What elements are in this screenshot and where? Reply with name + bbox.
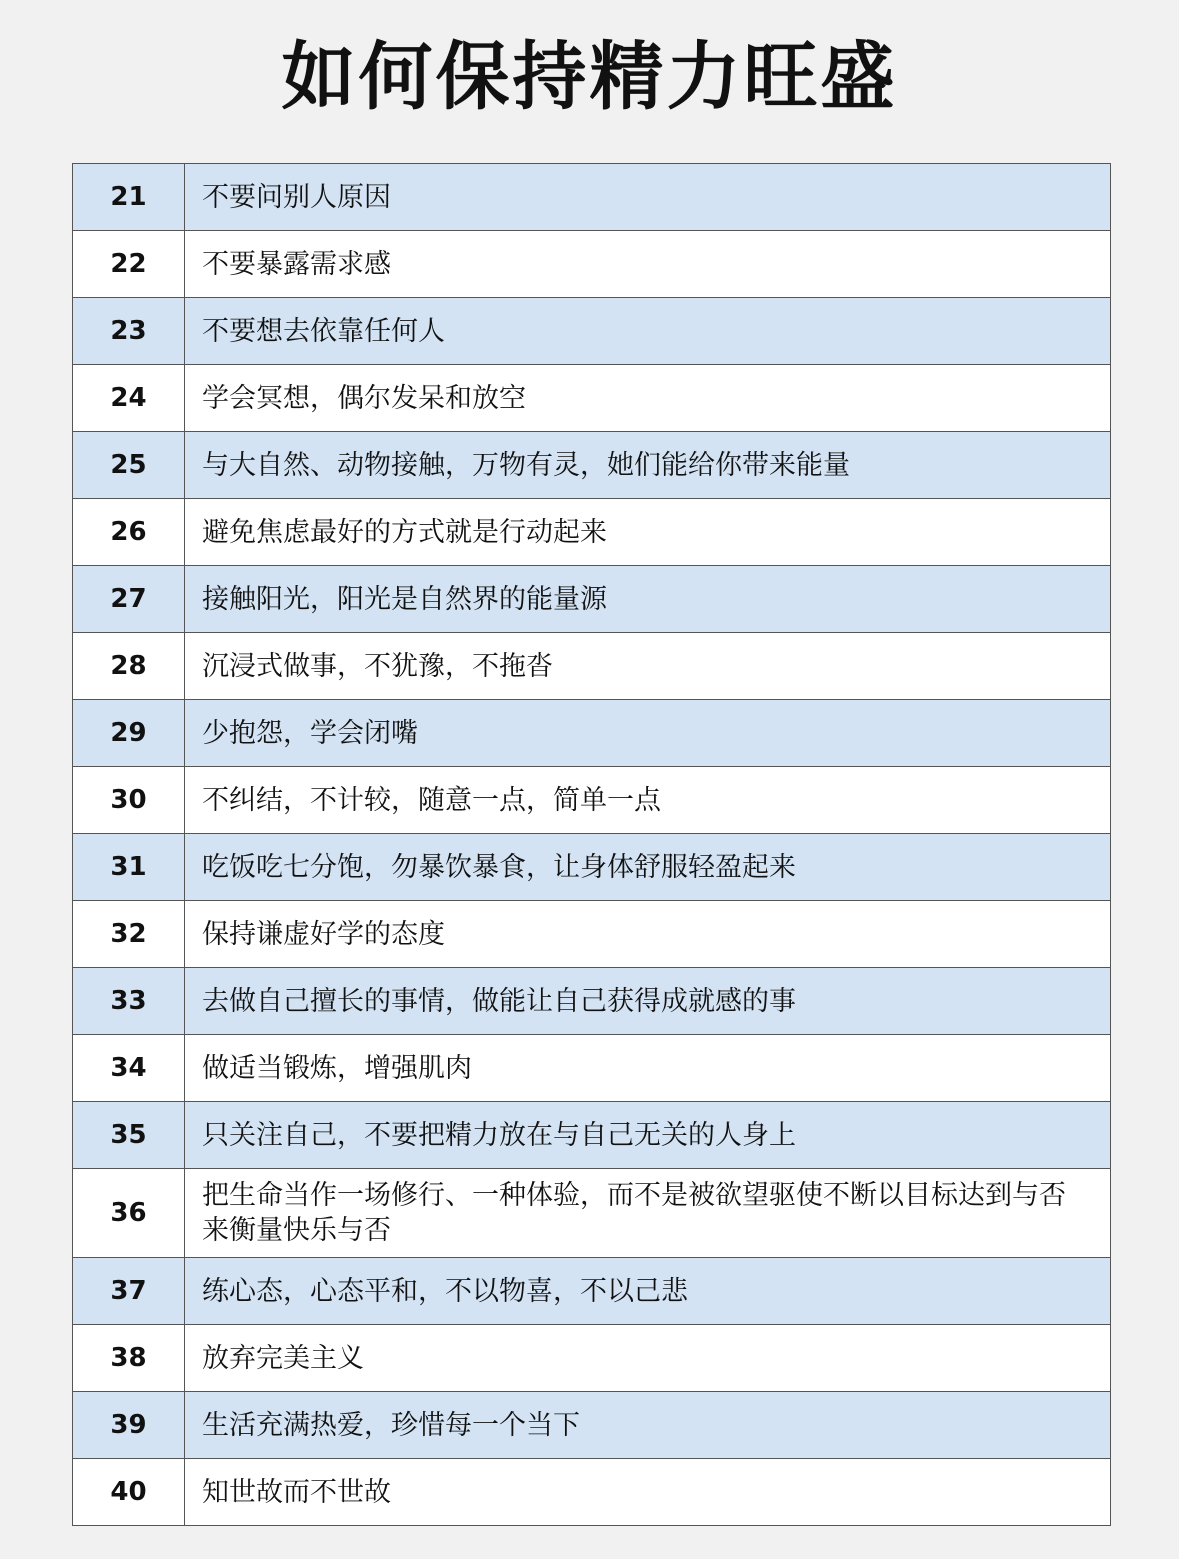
row-number: 21 [73, 164, 185, 231]
row-number: 34 [73, 1035, 185, 1102]
row-number: 38 [73, 1325, 185, 1392]
row-text: 沉浸式做事，不犹豫，不拖沓 [185, 633, 1111, 700]
row-text: 放弃完美主义 [185, 1325, 1111, 1392]
row-number: 39 [73, 1392, 185, 1459]
table-row [73, 767, 1111, 834]
row-number: 35 [73, 1102, 185, 1169]
tips-table [72, 163, 1111, 1526]
row-number: 26 [73, 499, 185, 566]
row-number: 36 [73, 1169, 185, 1258]
table-row [73, 1169, 1111, 1258]
row-text: 不要问别人原因 [185, 164, 1111, 231]
row-text: 吃饭吃七分饱，勿暴饮暴食，让身体舒服轻盈起来 [185, 834, 1111, 901]
table-row [73, 432, 1111, 499]
row-number: 31 [73, 834, 185, 901]
table-row [73, 164, 1111, 231]
table-row [73, 1459, 1111, 1526]
row-number: 29 [73, 700, 185, 767]
table-row [73, 834, 1111, 901]
table-row [73, 1392, 1111, 1459]
row-text: 保持谦虚好学的态度 [185, 901, 1111, 968]
row-number: 30 [73, 767, 185, 834]
row-text: 练心态，心态平和，不以物喜，不以己悲 [185, 1258, 1111, 1325]
table-row [73, 633, 1111, 700]
row-text: 不要想去依靠任何人 [185, 298, 1111, 365]
row-text: 少抱怨，学会闭嘴 [185, 700, 1111, 767]
row-text: 不纠结，不计较，随意一点，简单一点 [185, 767, 1111, 834]
row-number: 33 [73, 968, 185, 1035]
row-text: 去做自己擅长的事情，做能让自己获得成就感的事 [185, 968, 1111, 1035]
table-row [73, 499, 1111, 566]
row-number: 32 [73, 901, 185, 968]
row-number: 28 [73, 633, 185, 700]
row-text: 生活充满热爱，珍惜每一个当下 [185, 1392, 1111, 1459]
row-text: 不要暴露需求感 [185, 231, 1111, 298]
row-text: 学会冥想，偶尔发呆和放空 [185, 365, 1111, 432]
table-row [73, 700, 1111, 767]
row-text: 把生命当作一场修行、一种体验，而不是被欲望驱使不断以目标达到与否来衡量快乐与否 [185, 1169, 1111, 1258]
page-title: 如何保持精力旺盛 [281, 34, 898, 120]
row-number: 27 [73, 566, 185, 633]
table-row [73, 298, 1111, 365]
row-number: 40 [73, 1459, 185, 1526]
table-row [73, 566, 1111, 633]
table-row [73, 1102, 1111, 1169]
row-number: 24 [73, 365, 185, 432]
row-number: 37 [73, 1258, 185, 1325]
row-text: 避免焦虑最好的方式就是行动起来 [185, 499, 1111, 566]
row-number: 25 [73, 432, 185, 499]
table-row [73, 1258, 1111, 1325]
table-row [73, 1325, 1111, 1392]
table-row [73, 968, 1111, 1035]
row-text: 与大自然、动物接触，万物有灵，她们能给你带来能量 [185, 432, 1111, 499]
table-row [73, 1035, 1111, 1102]
row-text: 知世故而不世故 [185, 1459, 1111, 1526]
row-text: 只关注自己，不要把精力放在与自己无关的人身上 [185, 1102, 1111, 1169]
row-number: 22 [73, 231, 185, 298]
table-row [73, 365, 1111, 432]
row-text: 做适当锻炼，增强肌肉 [185, 1035, 1111, 1102]
row-number: 23 [73, 298, 185, 365]
row-text: 接触阳光，阳光是自然界的能量源 [185, 566, 1111, 633]
table-row [73, 901, 1111, 968]
table-row [73, 231, 1111, 298]
